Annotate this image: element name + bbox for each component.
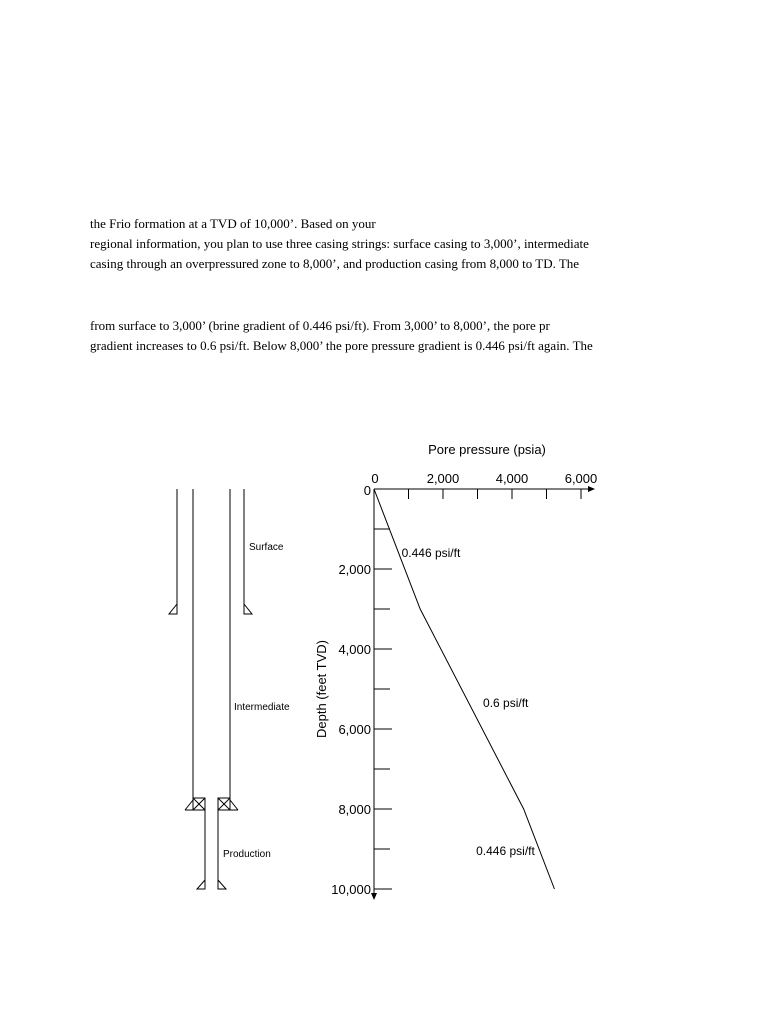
- liner-hanger-right: [218, 798, 238, 810]
- y-axis: [331, 483, 392, 900]
- x-axis: [371, 471, 597, 499]
- y-tick-label: 0: [363, 483, 371, 498]
- intermediate-casing: [193, 489, 230, 800]
- x-tick-label: 2,000: [426, 471, 460, 486]
- y-axis-arrow: [371, 893, 377, 900]
- x-tick-label: 6,000: [564, 471, 598, 486]
- y-tick-label: 10,000: [331, 882, 371, 897]
- x-axis-arrow: [588, 486, 595, 492]
- paragraph-line: regional information, you plan to use three casing strings: surface casing to 3,000’, intermediate: [90, 236, 589, 251]
- plot-area: [374, 489, 554, 889]
- x-tick-label: 4,000: [495, 471, 529, 486]
- x-axis-label: Pore pressure (psia): [428, 442, 546, 457]
- liner-hanger-left: [185, 798, 205, 810]
- casing-diagram: [169, 489, 252, 889]
- y-tick-label: 6,000: [338, 722, 371, 737]
- paragraph-line: from surface to 3,000’ (brine gradient of 0.446 psi/ft). From 3,000’ to 8,000’, the pore pr: [90, 318, 550, 333]
- y-tick-label: 8,000: [338, 802, 371, 817]
- surface-casing: [169, 489, 252, 614]
- paragraph-line: the Frio formation at a TVD of 10,000’. Based on your: [90, 216, 376, 231]
- production-casing: [197, 810, 226, 889]
- y-tick-label: 4,000: [338, 642, 371, 657]
- casing-label-intermediate: Intermediate: [234, 702, 290, 713]
- y-axis-label: Depth (feet TVD): [314, 639, 329, 739]
- gradient-annotation: 0.446 psi/ft: [401, 546, 461, 560]
- y-tick-label: 2,000: [338, 562, 371, 577]
- pore-pressure-chart: [314, 442, 597, 900]
- casing-label-production: Production: [223, 849, 271, 860]
- gradient-annotation: 0.446 psi/ft: [476, 844, 535, 858]
- gradient-annotation: 0.6 psi/ft: [483, 696, 529, 710]
- x-tick-label: 0: [371, 471, 379, 486]
- casing-label-surface: Surface: [249, 542, 284, 553]
- paragraph-line: gradient increases to 0.6 psi/ft. Below 8,000’ the pore pressure gradient is 0.446 psi/ft again. The: [90, 338, 593, 353]
- paragraph-line: casing through an overpressured zone to 8,000’, and production casing from 8,000 to TD. The: [90, 256, 580, 271]
